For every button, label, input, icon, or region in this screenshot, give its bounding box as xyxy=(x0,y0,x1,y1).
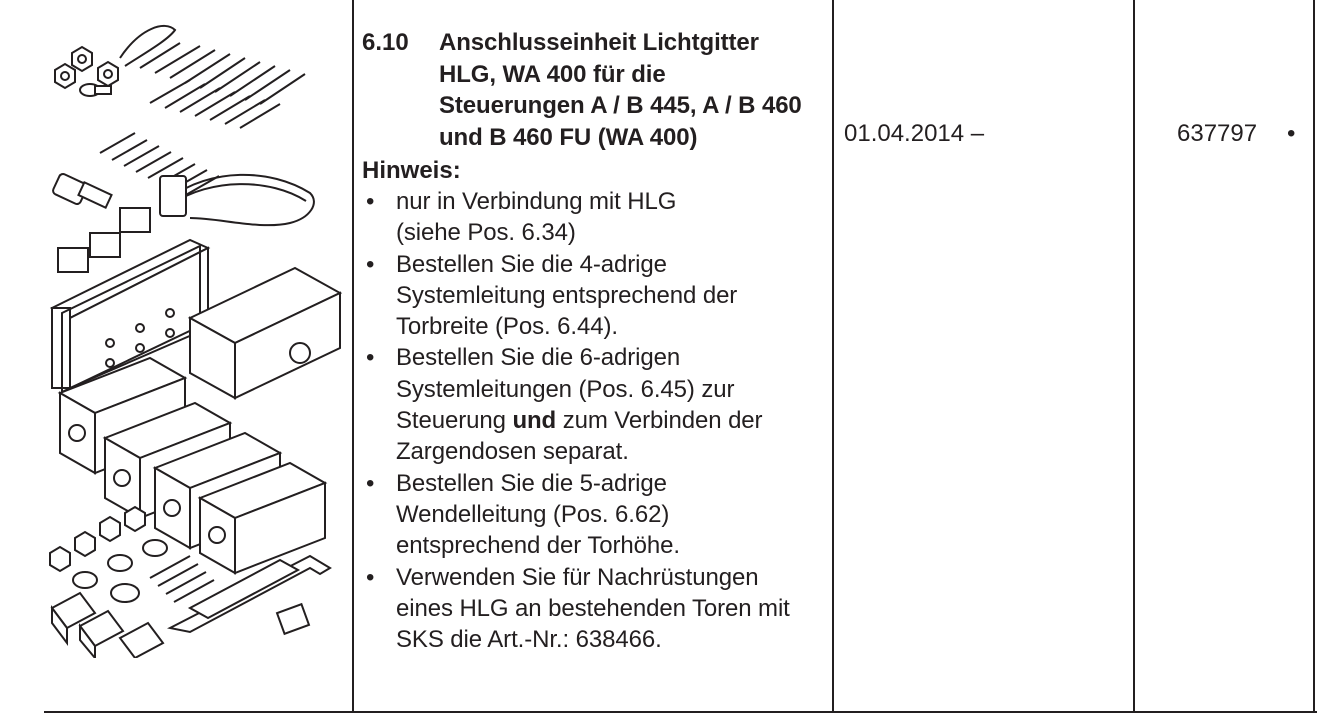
nut-set xyxy=(55,47,118,96)
bullet: • xyxy=(366,250,375,278)
title-line: HLG, WA 400 für die xyxy=(439,60,666,88)
note-line: Bestellen Sie die 5-adrige xyxy=(396,469,667,497)
parts-kit-illustration xyxy=(40,8,346,658)
note-item xyxy=(362,468,832,562)
article-entry xyxy=(362,27,832,655)
screw-set-top xyxy=(140,43,305,128)
note-text: zum Verbinden der xyxy=(556,407,763,435)
note-item xyxy=(362,562,832,656)
note-line: Bestellen Sie die 6-adrigen xyxy=(396,344,681,372)
note-line: Zargendosen separat. xyxy=(396,438,629,466)
note-item xyxy=(362,186,832,249)
article-number: 637797 xyxy=(1177,120,1258,147)
note-emphasis: und xyxy=(512,407,557,435)
bullet: • xyxy=(366,344,375,372)
column-divider-3 xyxy=(1133,0,1135,712)
note-item xyxy=(362,249,832,343)
bullet: • xyxy=(366,563,375,591)
position-number: 6.10 xyxy=(362,29,409,56)
availability-mark: • xyxy=(1287,120,1296,147)
note-line: (siehe Pos. 6.34) xyxy=(396,219,576,247)
column-divider-2 xyxy=(832,0,834,712)
note-line xyxy=(396,405,832,436)
article-title xyxy=(439,27,832,153)
bullet: • xyxy=(366,188,375,215)
note-line: nur in Verbindung mit HLG xyxy=(396,188,677,215)
note-heading: Hinweis: xyxy=(362,157,461,184)
title-line: Anschlusseinheit Lichtgitter xyxy=(439,29,759,56)
note-line: SKS die Art.-Nr.: 638466. xyxy=(396,626,662,654)
title-line: Steuerungen A / B 445, A / B 460 xyxy=(439,92,802,119)
note-line: eines HLG an bestehenden Toren mit xyxy=(396,594,790,622)
row-bottom-rule xyxy=(44,711,1317,713)
note-line: entsprechend der Torhöhe. xyxy=(396,532,680,560)
bullet: • xyxy=(366,469,375,497)
note-line: Verwenden Sie für Nachrüstungen xyxy=(396,563,759,591)
note-text: Steuerung xyxy=(396,407,513,435)
note-line: Wendelleitung (Pos. 6.62) xyxy=(396,500,670,528)
junction-box-lid xyxy=(190,268,340,398)
note-line: Bestellen Sie die 4-adrige xyxy=(396,250,667,278)
column-divider-4 xyxy=(1313,0,1315,712)
note-item xyxy=(362,342,832,467)
validity-date: 01.04.2014 – xyxy=(844,120,985,147)
note-line: Systemleitungen (Pos. 6.45) zur xyxy=(396,375,735,403)
title-line: und B 460 FU (WA 400) xyxy=(439,123,698,151)
note-line: Torbreite (Pos. 6.44). xyxy=(396,313,618,341)
note-list xyxy=(362,186,832,655)
junction-boxes xyxy=(60,358,325,573)
note-line: Systemleitung entsprechend der xyxy=(396,281,738,309)
column-divider-1 xyxy=(352,0,354,712)
